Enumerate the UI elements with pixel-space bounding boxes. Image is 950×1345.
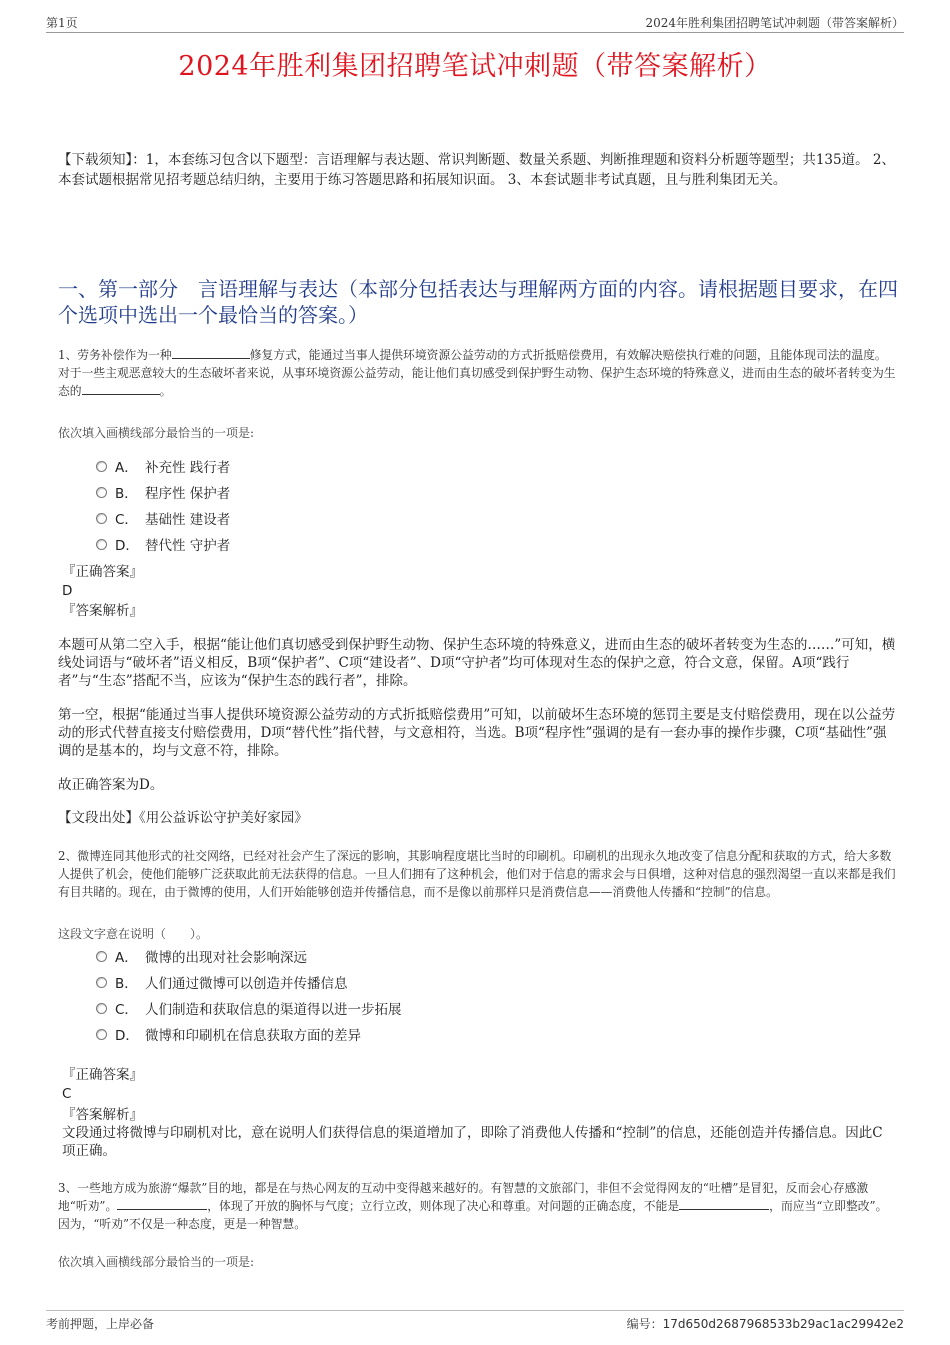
blank-1 (117, 1197, 207, 1210)
analysis-conclusion: 故正确答案为D。 (58, 777, 164, 793)
radio-icon[interactable] (96, 951, 107, 962)
blank-1 (172, 346, 250, 359)
radio-icon[interactable] (96, 513, 107, 524)
option-b[interactable]: B． 人们通过微博可以创造并传播信息 (96, 969, 402, 995)
question-2-prompt: 这段文字意在说明（ ）。 (58, 927, 209, 941)
section-heading: 一、第一部分 言语理解与表达（本部分包括表达与理解两方面的内容。请根据题目要求，在四个选项中选出一个最恰当的答案。） (58, 277, 898, 327)
question-1-prompt: 依次填入画横线部分最恰当的一项是: (58, 426, 255, 440)
option-c[interactable]: C． 人们制造和获取信息的渠道得以进一步拓展 (96, 995, 402, 1021)
question-2-text: 2、微博连同其他形式的社交网络，已经对社会产生了深远的影响，其影响程度堪比当时的印刷机。印刷机的出现永久地改变了信息分配和获取的方式，给大多数人提供了机会，使他们能够广泛获取此前无法获得的信息。一旦人们拥有了这种机会，他们对于信息的需求会与日俱增，这种对信息的强烈渴望一直以来都是我们有目共睹的。现在，由于微博的使用，人们开始能够创造并传播信息，而不是像以前那样只是消费信息——消费他人传播和“控制”的信息。 (58, 849, 896, 899)
radio-icon[interactable] (96, 977, 107, 988)
header-divider (46, 32, 904, 33)
question-2-options (96, 943, 402, 1047)
footer-divider (46, 1310, 904, 1311)
page-header (46, 14, 904, 32)
analysis-paragraph-2: 第一空，根据“能通过当事人提供环境资源公益劳动的方式折抵赔偿费用”可知，以前破坏生态环境的惩罚主要是支付赔偿费用，现在以公益劳动的形式代替直接支付赔偿费用，D项“替代性”指代替，与文意相符，当选。B项“程序性”强调的是有一套办事的操作步骤，C项“基础性”强调的是基本的，均与文意不符，排除。 (58, 707, 896, 759)
radio-icon[interactable] (96, 1029, 107, 1040)
correct-answer: C (62, 1086, 72, 1102)
correct-answer: D (62, 583, 73, 599)
radio-icon[interactable] (96, 1003, 107, 1014)
blank-2 (679, 1197, 769, 1210)
option-a[interactable]: A． 补充性 践行者 (96, 453, 230, 479)
question-1-text: 1、劳务补偿作为一种 修复方式，能通过当事人提供环境资源公益劳动的方式折抵赔偿费用，有效解决赔偿执行难的问题，且能体现司法的温度。对于一些主观恶意较大的生态破坏者来说，从事环境资源公益劳动，能让他们真切感受到保护野生动物、保护生态环境的特殊意义，进而由生态的破坏者转变为生态的 。 (58, 348, 896, 398)
header-doc-title: 2024年胜利集团招聘笔试冲刺题（带答案解析） (645, 16, 904, 30)
question-3-text: 3、一些地方成为旅游“爆款”目的地，都是在与热心网友的互动中变得越来越好的。有智慧的文旅部门，非但不会觉得网友的“吐槽”是冒犯，反而会心存感激地“听劝”。 ，体现了开放的胸怀与气度；立行立改，则体现了决心和尊重。对问题的正确态度，不能是 ，而应当“立即整改”。因为，“听劝”不仅是一种态度，更是一种智慧。 (58, 1181, 888, 1231)
option-c[interactable]: C． 基础性 建设者 (96, 505, 230, 531)
analysis-paragraph: 文段通过将微博与印刷机对比，意在说明人们获得信息的渠道增加了，即除了消费他人传播和“控制”的信息，还能创造并传播信息。因此C项正确。 (62, 1125, 883, 1159)
question-3-prompt: 依次填入画横线部分最恰当的一项是: (58, 1255, 255, 1269)
footer-slogan: 考前押题，上岸必备 (46, 1317, 155, 1331)
document-title: 2024年胜利集团招聘笔试冲刺题（带答案解析） (178, 51, 772, 82)
option-d[interactable]: D． 替代性 守护者 (96, 531, 230, 557)
download-notice: 【下载须知】：1，本套练习包含以下题型：言语理解与表达题、常识判断题、数量关系题、判断推理题和资料分析题等题型；共135道。 2、本套试题根据常见招考题总结归纳，主要用于练习答题思路和拓展知识面。 3、本套试题非考试真题，且与胜利集团无关。 (58, 152, 895, 188)
option-d[interactable]: D． 微博和印刷机在信息获取方面的差异 (96, 1021, 402, 1047)
option-a[interactable]: A． 微博的出现对社会影响深远 (96, 943, 402, 969)
option-b[interactable]: B． 程序性 保护者 (96, 479, 230, 505)
radio-icon[interactable] (96, 487, 107, 498)
answer-label: 『正确答案』 (62, 1067, 143, 1083)
passage-source: 【文段出处】《用公益诉讼守护美好家园》 (58, 810, 308, 826)
radio-icon[interactable] (96, 539, 107, 550)
footer-code: 编号：17d650d2687968533b29ac1ac29942e2 (626, 1317, 904, 1331)
question-1-options (96, 453, 230, 557)
analysis-label: 『答案解析』 (62, 1107, 143, 1123)
radio-icon[interactable] (96, 461, 107, 472)
blank-2 (82, 382, 160, 395)
page-number: 第1页 (46, 16, 78, 30)
answer-label: 『正确答案』 (62, 564, 143, 580)
analysis-paragraph-1: 本题可从第二空入手，根据“能让他们真切感受到保护野生动物、保护生态环境的特殊意义，进而由生态的破坏者转变为生态的……”可知，横线处词语与“破坏者”语义相反，B项“保护者”、C项“建设者”、D项“守护者”均可体现对生态的保护之意，符合文意，保留。A项“践行者”与“生态”搭配不当，应该为“保护生态的践行者”，排除。 (58, 637, 896, 689)
analysis-label: 『答案解析』 (62, 603, 143, 619)
